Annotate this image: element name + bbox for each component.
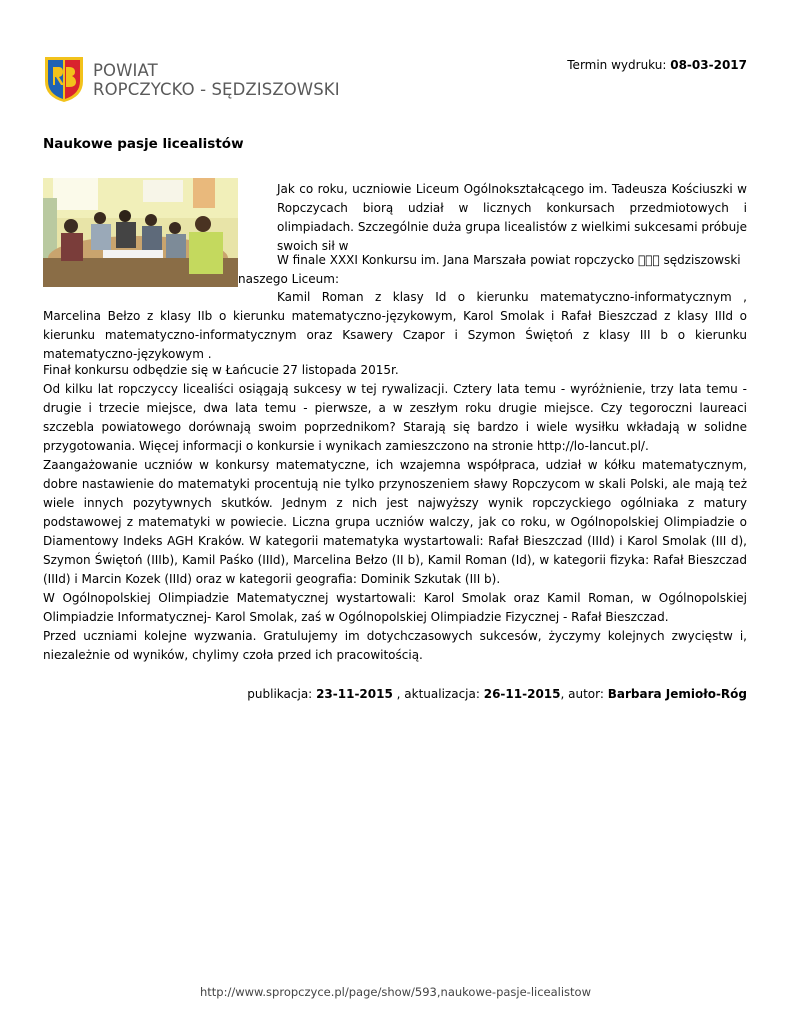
finale-line-2: naszego Liceum:	[238, 272, 340, 286]
article-body	[43, 361, 747, 665]
intro-paragraph: Jak co roku, uczniowie Liceum Ogólnokształcącego im. Tadeusza Kościuszki w Ropczycach biorą udział w licznych konkursach przedmiotowych i olimpiadach. Szczególnie duża grupa licealistów z wielkimi sukcesami próbuje swoich sił w	[277, 182, 747, 253]
article-photo	[43, 178, 238, 287]
update-date: 26-11-2015	[483, 687, 561, 701]
paragraph-engagement: Zaangażowanie uczniów w konkursy matematyczne, ich wzajemna współpraca, udział w kółku matematycznym, dobre nastawienie do matematyki procentują nie tylko przynoszeniem sławy Ropczycom w skali Polski, ale mają też wiele innych pozytywnych skutków. Jednym z nich jest najwyższy wynik ropczyckiego ogólniaka z matury podstawowej z matematyki w powiecie. Liczna grupa uczniów walczy, jak co roku, w Ogólnopolskiej Olimpiadzie o Diamentowy Indeks AGH Kraków. W kategorii matematyka wystartowali: Rafał Bieszczad (IIId) i Karol Smolak (III d), Szymon Świętoń (IIIb), Kamil Paśko (IIId), Marcelina Bełzo (II b), Kamil Roman (Id), w kategorii fizyka: Rafał Bieszczad (IIId) i Marcin Kozek (IIId) oraz w kategorii geografia: Dominik Szkutak (III b).	[43, 458, 747, 586]
page-url[interactable]: http://www.spropczyce.pl/page/show/593,naukowe-pasje-licealistow	[200, 985, 591, 999]
publication-info	[247, 687, 747, 701]
logo-line-2: ROPCZYCKO - SĘDZISZOWSKI	[93, 80, 340, 99]
paragraph-history: Od kilku lat ropczyccy licealiści osiągają sukcesy w tej rywalizacji. Cztery lata temu - wyróżnienie, trzy lata temu - drugie i trzecie miejsce, dwa lata temu - pierwsze, a w zeszłym roku drugie miejsce. Czy tegoroczni laureaci szczebla powiatowego dorównają swoim poprzednikom? Starają się bardzo i wiele wysiłku wkładają w solidne przygotowania. Więcej informacji o konkursie i wynikach zamieszczono na stronie http://lo-lancut.pl/.	[43, 382, 747, 453]
students-photo-image	[43, 178, 238, 287]
finale-line: W finale XXXI Konkursu im. Jana Marszała powiat ropczycko sędziszowski	[277, 253, 716, 267]
logo-text	[93, 61, 340, 99]
update-label: , aktualizacja:	[396, 687, 480, 701]
paragraph-closing: Przed uczniami kolejne wyzwania. Gratulujemy im dotychczasowych sukcesów, życzymy kolejnych zwycięstw i, niezależnie od wyników, chylimy czoła przed ich pracowitością.	[43, 629, 747, 662]
powiat-logo	[43, 55, 343, 105]
finalists-paragraph: Kamil Roman z klasy Id o kierunku matematyczno-informatycznym , Marcelina Bełzo z klasy IIb o kierunku matematyczno-językowym, Karol Smolak i Rafał Bieszczad z klasy IIId o kierunku matematyczno-informatycznym oraz Ksawery Czapor i Szymon Świętoń z klasy III b o kierunku matematyczno-językowym .	[43, 290, 747, 361]
pub-label: publikacja:	[247, 687, 313, 701]
author-name: Barbara Jemioło-Róg	[607, 687, 747, 701]
logo-line-1: POWIAT	[93, 61, 158, 80]
article-title: Naukowe pasje licealistów	[43, 136, 244, 152]
print-date-value: 08-03-2017	[670, 58, 747, 72]
paragraph-olympiads: W Ogólnopolskiej Olimpiadzie Matematycznej wystartowali: Karol Smolak oraz Kamil Roman, w Ogólnopolskiej Olimpiadzie Informatycznej- Karol Smolak, zaś w Ogólnopolskiej Olimpiadzie Fizycznej - Rafał Bieszczad.	[43, 591, 747, 624]
coat-of-arms-icon	[43, 55, 85, 103]
pub-date: 23-11-2015	[316, 687, 393, 701]
paragraph-final-date: Finał konkursu odbędzie się w Łańcucie 27 listopada 2015r.	[43, 363, 399, 377]
print-date-label: Termin wydruku:	[567, 58, 667, 72]
author-label: , autor:	[560, 687, 604, 701]
print-date	[567, 58, 747, 72]
